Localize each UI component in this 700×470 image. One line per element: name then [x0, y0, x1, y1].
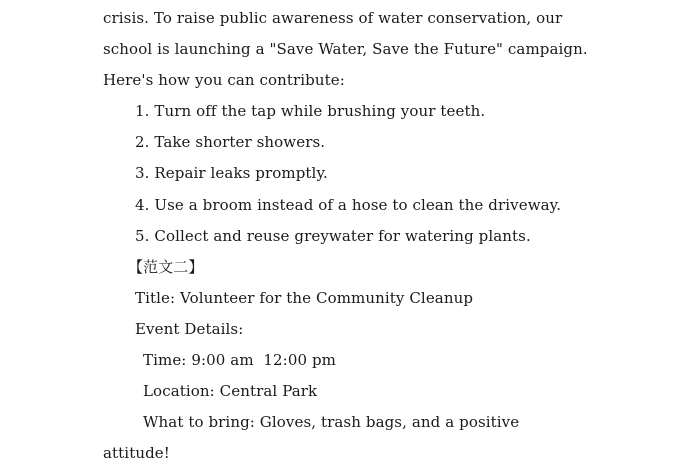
- paragraph-line: crisis. To raise public awareness of water conservation, our: [103, 9, 563, 27]
- list-item: 3. Repair leaks promptly.: [135, 164, 328, 182]
- location-line: Location: Central Park: [143, 382, 318, 400]
- event-details-label: Event Details:: [135, 320, 244, 338]
- section-heading: 【范文二】: [128, 258, 204, 276]
- list-item: 2. Take shorter showers.: [135, 133, 326, 151]
- bring-line-continued: attitude!: [103, 444, 170, 462]
- time-line: Time: 9:00 am 12:00 pm: [143, 351, 337, 369]
- list-item: 5. Collect and reuse greywater for watering plants.: [135, 227, 531, 245]
- title-line: Title: Volunteer for the Community Cleanup: [135, 289, 474, 307]
- bring-line: What to bring: Gloves, trash bags, and a positive: [143, 413, 520, 431]
- paragraph-line: Here's how you can contribute:: [103, 71, 345, 89]
- list-item: 1. Turn off the tap while brushing your teeth.: [135, 102, 486, 120]
- list-item: 4. Use a broom instead of a hose to clean the driveway.: [135, 196, 562, 214]
- paragraph-line: school is launching a "Save Water, Save the Future" campaign.: [103, 40, 588, 58]
